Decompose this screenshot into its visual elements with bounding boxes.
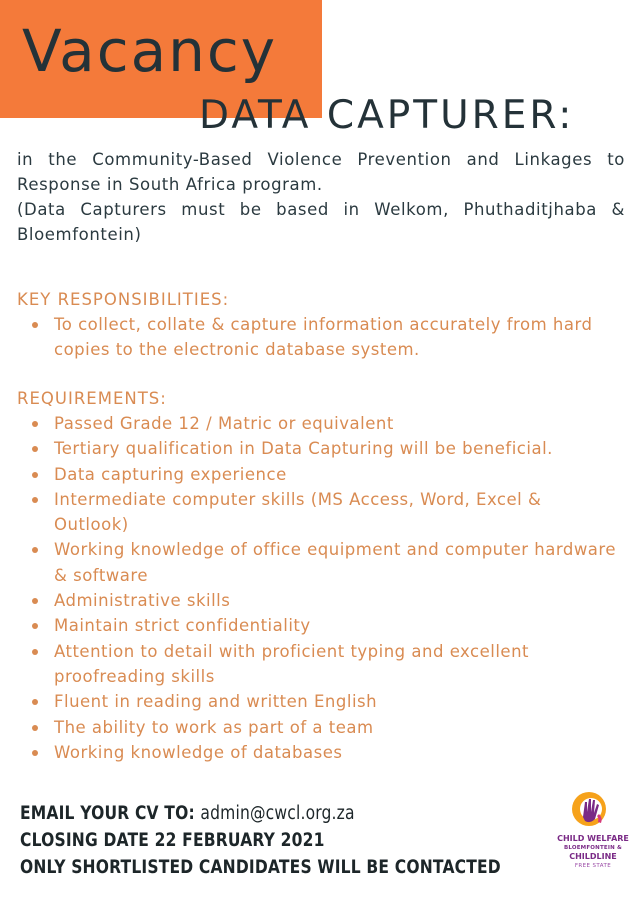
- list-item: Attention to detail with proficient typing and excellent proofreading skills: [18, 639, 618, 690]
- list-item: Intermediate computer skills (MS Access, Word, Excel & Outlook): [18, 487, 618, 538]
- logo-line-4: FREE STATE: [574, 863, 612, 869]
- closing-date: CLOSING DATE 22 FEBRUARY 2021: [20, 830, 325, 851]
- list-item: Data capturing experience: [18, 462, 618, 487]
- shortlist-note: ONLY SHORTLISTED CANDIDATES WILL BE CONTACTED: [20, 857, 501, 878]
- intro-paragraph-2: (Data Capturers must be based in Welkom, Phuthaditjhaba & Bloemfontein): [17, 200, 625, 244]
- email-address[interactable]: admin@cwcl.org.za: [200, 803, 355, 824]
- responsibilities-title: KEY RESPONSIBILITIES:: [17, 290, 230, 309]
- logo-line-3: CHILDLINE: [569, 852, 617, 861]
- list-item: To collect, collate & capture information accurately from hard copies to the electronic database system.: [18, 312, 618, 363]
- list-item: Maintain strict confidentiality: [18, 613, 618, 638]
- list-item: Working knowledge of office equipment and computer hardware & software: [18, 537, 618, 588]
- logo-wordmark: [556, 834, 630, 870]
- requirements-title: REQUIREMENTS:: [17, 389, 167, 408]
- hand-logo-icon: [570, 790, 608, 832]
- contact-footer: [20, 800, 592, 881]
- child-welfare-logo: [556, 790, 630, 880]
- responsibilities-list: [18, 312, 618, 363]
- list-item: Administrative skills: [18, 588, 618, 613]
- vacancy-heading: Vacancy: [22, 17, 278, 85]
- list-item: The ability to work as part of a team: [18, 715, 618, 740]
- list-item: Tertiary qualification in Data Capturing will be beneficial.: [18, 436, 618, 461]
- email-line: [20, 800, 501, 827]
- list-item: Working knowledge of databases: [18, 740, 618, 765]
- logo-line-2: BLOEMFONTEIN &: [563, 845, 623, 851]
- intro-text: [17, 147, 625, 247]
- requirements-list: [18, 411, 618, 765]
- logo-line-1: CHILD WELFARE: [557, 834, 629, 843]
- list-item: Passed Grade 12 / Matric or equivalent: [18, 411, 618, 436]
- list-item: Fluent in reading and written English: [18, 689, 618, 714]
- intro-paragraph-1: in the Community-Based Violence Prevention and Linkages to Response in South Africa program.: [17, 150, 625, 194]
- email-label: EMAIL YOUR CV TO:: [20, 803, 195, 824]
- job-title: DATA CAPTURER:: [199, 93, 575, 138]
